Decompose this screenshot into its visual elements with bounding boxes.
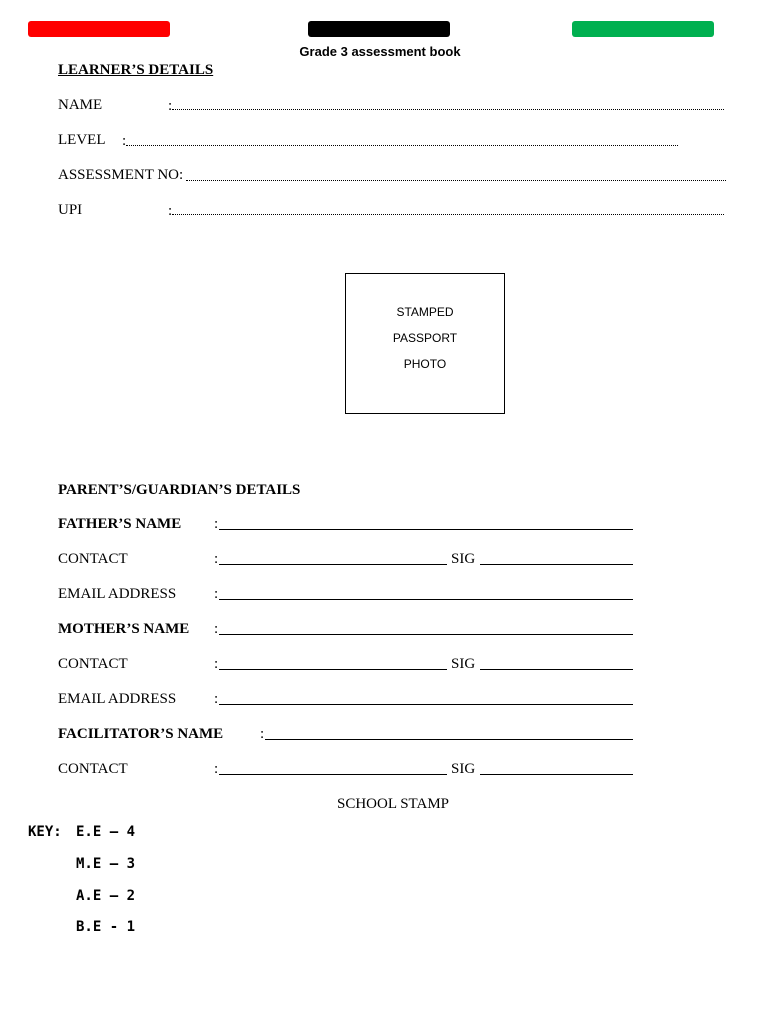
facilitator-name-label: FACILITATOR’S NAME (58, 726, 224, 742)
green-bar (572, 21, 714, 37)
learner-name-label: NAME (58, 97, 103, 113)
father-name-label: FATHER’S NAME (58, 516, 182, 532)
facilitator-contact-colon: : (214, 761, 219, 777)
assessment-no-field[interactable] (186, 180, 726, 181)
facilitator-sig-label: SIG (451, 761, 476, 777)
mother-email-label: EMAIL ADDRESS (58, 691, 177, 707)
black-bar (308, 21, 450, 37)
father-sig-field[interactable] (480, 564, 633, 565)
mother-name-field[interactable] (219, 634, 633, 635)
upi-colon: : (168, 203, 173, 219)
mother-contact-label: CONTACT (58, 656, 128, 672)
learner-level-label: LEVEL (58, 132, 106, 148)
key-item-me: M.E – 3 (76, 856, 136, 872)
learner-level-field[interactable] (126, 145, 678, 146)
document-title: Grade 3 assessment book (299, 44, 461, 59)
father-name-colon: : (214, 516, 219, 532)
mother-contact-field[interactable] (219, 669, 447, 670)
father-sig-label: SIG (451, 551, 476, 567)
father-contact-colon: : (214, 551, 219, 567)
photo-line-2: PASSPORT (392, 331, 458, 345)
facilitator-sig-field[interactable] (480, 774, 633, 775)
mother-sig-label: SIG (451, 656, 476, 672)
father-contact-label: CONTACT (58, 551, 128, 567)
guardian-details-heading: PARENT’S/GUARDIAN’S DETAILS (58, 482, 301, 498)
assessment-no-label: ASSESSMENT NO: (58, 167, 184, 183)
key-label: KEY: (28, 824, 62, 840)
key-item-be: B.E - 1 (76, 919, 136, 935)
mother-name-colon: : (214, 621, 219, 637)
key-item-ee: E.E – 4 (76, 824, 136, 840)
red-bar (28, 21, 170, 37)
photo-line-1: STAMPED (396, 305, 454, 319)
facilitator-contact-label: CONTACT (58, 761, 128, 777)
father-name-field[interactable] (219, 529, 633, 530)
father-email-field[interactable] (219, 599, 633, 600)
passport-photo-box (345, 273, 505, 414)
photo-line-3: PHOTO (403, 357, 447, 371)
mother-email-field[interactable] (219, 704, 633, 705)
learner-name-field[interactable] (172, 109, 724, 110)
upi-label: UPI (58, 202, 83, 218)
father-email-label: EMAIL ADDRESS (58, 586, 177, 602)
mother-name-label: MOTHER’S NAME (58, 621, 190, 637)
facilitator-name-colon: : (260, 726, 265, 742)
facilitator-contact-field[interactable] (219, 774, 447, 775)
learner-level-colon: : (122, 133, 127, 149)
facilitator-name-field[interactable] (265, 739, 633, 740)
mother-email-colon: : (214, 691, 219, 707)
mother-contact-colon: : (214, 656, 219, 672)
mother-sig-field[interactable] (480, 669, 633, 670)
learner-name-colon: : (168, 98, 173, 114)
key-item-ae: A.E – 2 (76, 888, 136, 904)
school-stamp-label: SCHOOL STAMP (337, 796, 450, 812)
father-contact-field[interactable] (219, 564, 447, 565)
upi-field[interactable] (172, 214, 724, 215)
father-email-colon: : (214, 586, 219, 602)
learner-details-heading: LEARNER’S DETAILS (58, 62, 214, 78)
